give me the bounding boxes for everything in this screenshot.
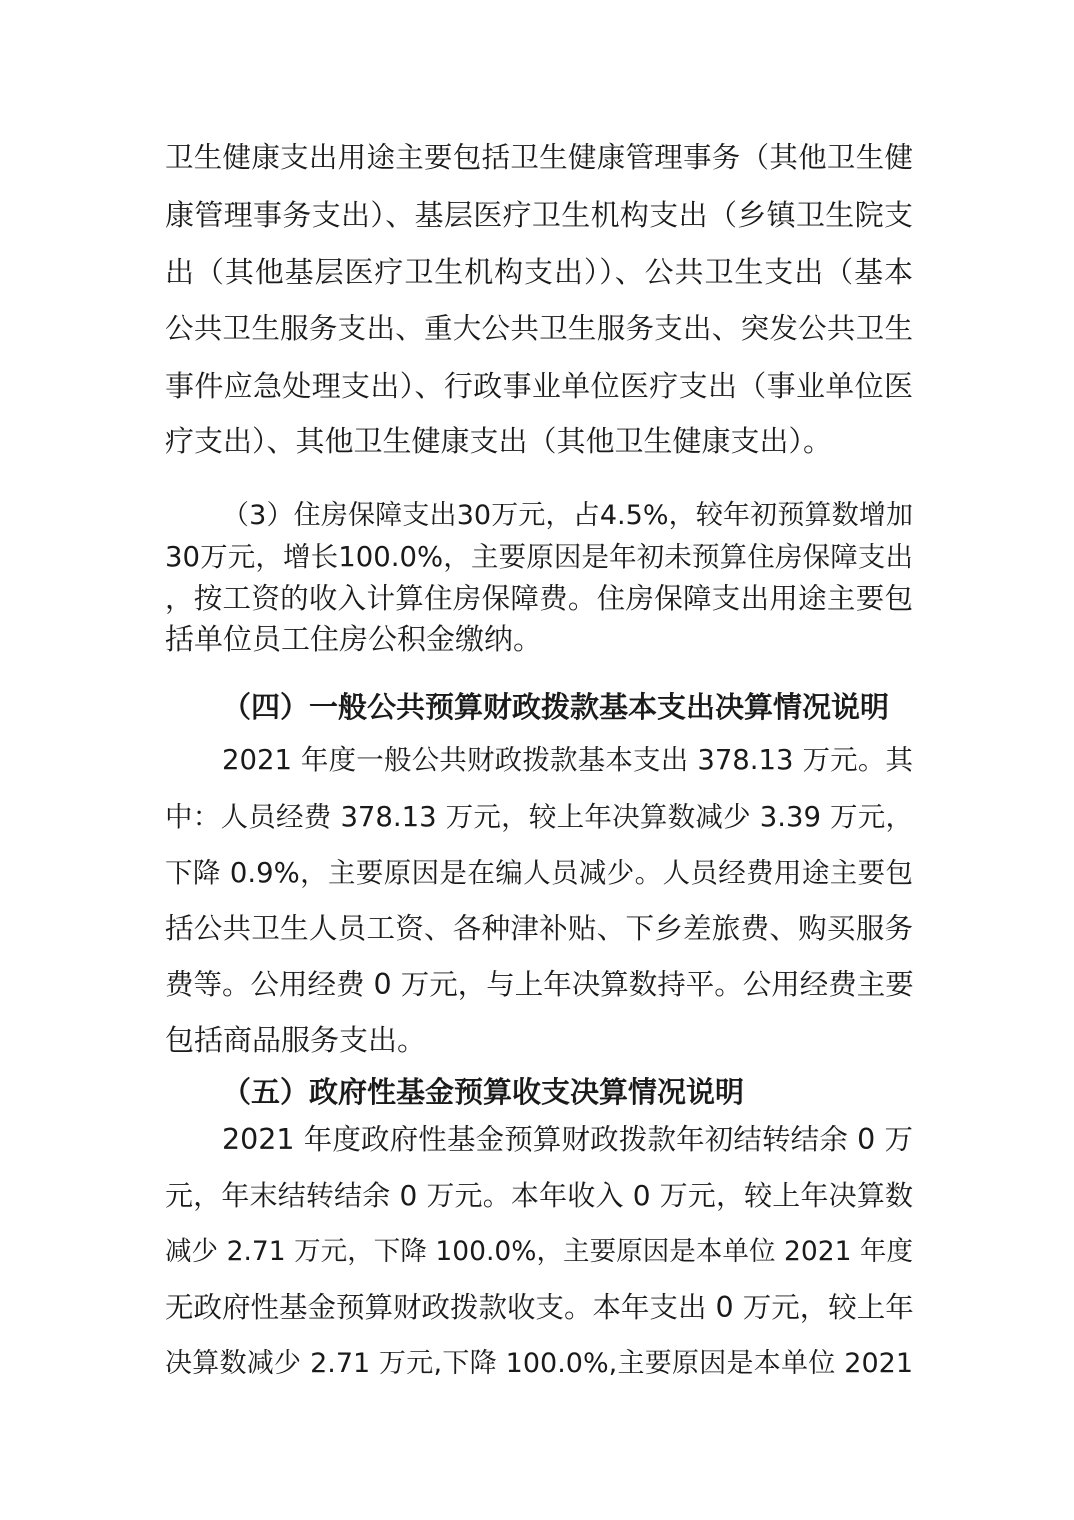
text-line: 30万元，增长100.0%，主要原因是年初未预算住房保障支出	[165, 541, 913, 573]
text-line: 卫生健康支出用途主要包括卫生健康管理事务（其他卫生健	[165, 141, 913, 174]
text-line: 费等。公用经费 0 万元，与上年决算数持平。公用经费主要	[165, 968, 914, 1001]
text-line: 决算数减少 2.71 万元,下降 100.0%,主要原因是本单位 2021	[165, 1348, 913, 1379]
text-line: 元，年末结转结余 0 万元。本年收入 0 万元，较上年决算数	[165, 1179, 913, 1212]
text-line: 2021 年度一般公共财政拨款基本支出 378.13 万元。其	[222, 744, 913, 776]
text-line: 康管理事务支出）、基层医疗卫生机构支出（乡镇卫生院支	[165, 198, 913, 232]
text-line: 下降 0.9%，主要原因是在编人员减少。人员经费用途主要包	[165, 857, 913, 889]
text-line: ，按工资的收入计算住房保障费。住房保障支出用途主要包	[165, 582, 913, 615]
section-heading: （五）政府性基金预算收支决算情况说明	[222, 1075, 745, 1109]
text-line: 出（其他基层医疗卫生机构支出））、公共卫生支出（基本	[165, 255, 913, 289]
text-line: 公共卫生服务支出、重大公共卫生服务支出、突发公共卫生	[165, 312, 913, 345]
text-line: 减少 2.71 万元，下降 100.0%，主要原因是本单位 2021 年度	[165, 1236, 913, 1267]
text-line: （3）住房保障支出30万元，占4.5%，较年初预算数增加	[222, 500, 913, 531]
text-line: 中：人员经费 378.13 万元，较上年决算数减少 3.39 万元，	[165, 801, 913, 833]
text-line: 2021 年度政府性基金预算财政拨款年初结转结余 0 万	[222, 1123, 913, 1156]
text-line: 疗支出）、其他卫生健康支出（其他卫生健康支出）。	[165, 424, 833, 458]
section-heading: （四）一般公共预算财政拨款基本支出决算情况说明	[222, 690, 890, 724]
text-line: 事件应急处理支出）、行政事业单位医疗支出（事业单位医	[165, 369, 913, 403]
text-line: 括公共卫生人员工资、各种津补贴、下乡差旅费、购买服务	[165, 912, 913, 945]
text-line: 包括商品服务支出。	[165, 1023, 427, 1057]
text-line: 无政府性基金预算财政拨款收支。本年支出 0 万元，较上年	[165, 1291, 914, 1324]
text-line: 括单位员工住房公积金缴纳。	[165, 622, 543, 656]
